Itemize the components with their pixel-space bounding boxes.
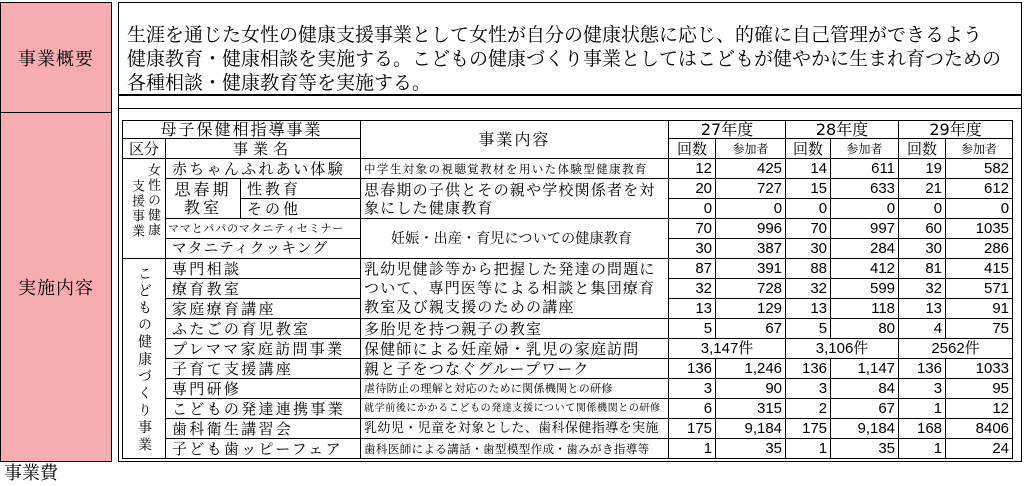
participants-28: 284 bbox=[831, 239, 899, 259]
participants-28: 80 bbox=[831, 319, 899, 339]
count-29: 13 bbox=[899, 299, 946, 319]
program-name: 療育教室 bbox=[166, 279, 361, 299]
count-27: 0 bbox=[669, 199, 716, 219]
program-content: 妊娠・出産・育児についての健康教育 bbox=[361, 219, 669, 259]
participants-28: 412 bbox=[831, 259, 899, 279]
category-womens-health bbox=[123, 159, 166, 259]
table-header-row bbox=[123, 121, 1013, 139]
divider bbox=[119, 96, 1021, 109]
program-group-name-line: 教室 bbox=[183, 197, 222, 217]
program-group-name-line: 思春期 bbox=[174, 179, 232, 199]
program-name: 性教育 bbox=[241, 179, 361, 199]
count-28: 13 bbox=[786, 299, 831, 319]
budget-label-partial: 事業費 bbox=[4, 463, 58, 484]
participants-29: 612 bbox=[946, 179, 1013, 199]
count-27: 13 bbox=[669, 299, 716, 319]
participants-header: 参加者 bbox=[946, 139, 1013, 159]
table-row bbox=[123, 179, 1013, 199]
count-28: 5 bbox=[786, 319, 831, 339]
count-28: 3 bbox=[786, 379, 831, 399]
participants-27: 728 bbox=[716, 279, 786, 299]
participants-28: 611 bbox=[831, 159, 899, 179]
count-27: 6 bbox=[669, 399, 716, 419]
program-name: ママとパパのマタニティセミナー bbox=[166, 219, 361, 239]
count-29: 0 bbox=[899, 199, 946, 219]
program-content bbox=[361, 179, 669, 219]
program-content-line: ついて、専門医等による相談と集団療育 bbox=[364, 279, 656, 297]
count-28: 15 bbox=[786, 179, 831, 199]
program-content: 乳幼児・児童を対象とした、歯科保健指導を実施 bbox=[361, 419, 669, 439]
category-label-line: 支援事業 bbox=[129, 179, 144, 239]
participants-header: 参加者 bbox=[831, 139, 899, 159]
overview-text bbox=[119, 3, 1021, 96]
table-row bbox=[123, 359, 1013, 379]
count-27: 87 bbox=[669, 259, 716, 279]
participants-29: 0 bbox=[946, 199, 1013, 219]
participants-29: 24 bbox=[946, 439, 1013, 459]
participants-29: 571 bbox=[946, 279, 1013, 299]
year-header-29: 29年度 bbox=[899, 121, 1013, 139]
category-header: 区分 bbox=[123, 139, 166, 159]
name-header: 事業名 bbox=[166, 139, 361, 159]
participants-27: 35 bbox=[716, 439, 786, 459]
count-28: 136 bbox=[786, 359, 831, 379]
participants-29: 91 bbox=[946, 299, 1013, 319]
count-28: 175 bbox=[786, 419, 831, 439]
count-28: 32 bbox=[786, 279, 831, 299]
participants-28: 35 bbox=[831, 439, 899, 459]
program-content bbox=[361, 259, 669, 319]
participants-27: 425 bbox=[716, 159, 786, 179]
participants-28: 1,147 bbox=[831, 359, 899, 379]
count-27: 12 bbox=[669, 159, 716, 179]
program-name: 歯科衛生講習会 bbox=[166, 419, 361, 439]
count-27: 1 bbox=[669, 439, 716, 459]
count-29: 1 bbox=[899, 439, 946, 459]
participants-28: 118 bbox=[831, 299, 899, 319]
program-name: こどもの発達連携事業 bbox=[166, 399, 361, 419]
participants-29: 75 bbox=[946, 319, 1013, 339]
total-29: 2562件 bbox=[899, 339, 1013, 359]
overview-line: 生涯を通じた女性の健康支援事業として女性が自分の健康状態に応じ、的確に自己管理ができるよう bbox=[127, 24, 983, 46]
participants-28: 67 bbox=[831, 399, 899, 419]
participants-29: 1035 bbox=[946, 219, 1013, 239]
section-label-column bbox=[0, 2, 112, 462]
count-27: 3 bbox=[669, 379, 716, 399]
participants-27: 387 bbox=[716, 239, 786, 259]
program-name: プレママ家庭訪問事業 bbox=[166, 339, 361, 359]
count-29: 21 bbox=[899, 179, 946, 199]
program-content: 歯科医師による講話・歯型模型作成・歯みがき指導等 bbox=[361, 439, 669, 459]
program-content-line: 乳幼児健診等から把握した発達の問題に bbox=[364, 260, 656, 278]
year-header-28: 28年度 bbox=[786, 121, 899, 139]
program-content: 親と子をつなぐグループワーク bbox=[361, 359, 669, 379]
count-27: 32 bbox=[669, 279, 716, 299]
participants-29: 95 bbox=[946, 379, 1013, 399]
program-content-line: 象にした健康教育 bbox=[364, 198, 494, 217]
table-row bbox=[123, 439, 1013, 459]
count-27: 175 bbox=[669, 419, 716, 439]
count-29: 1 bbox=[899, 399, 946, 419]
program-group-name bbox=[166, 179, 241, 219]
count-29: 3 bbox=[899, 379, 946, 399]
content-panel bbox=[118, 2, 1022, 462]
participants-header: 参加者 bbox=[716, 139, 786, 159]
participants-28: 0 bbox=[831, 199, 899, 219]
count-29: 30 bbox=[899, 239, 946, 259]
program-name: 専門相談 bbox=[166, 259, 361, 279]
participants-28: 633 bbox=[831, 179, 899, 199]
count-27: 70 bbox=[669, 219, 716, 239]
count-29: 19 bbox=[899, 159, 946, 179]
implementation-label: 実施内容 bbox=[18, 278, 94, 299]
count-27: 20 bbox=[669, 179, 716, 199]
table-row bbox=[123, 219, 1013, 239]
participants-27: 67 bbox=[716, 319, 786, 339]
program-name: ふたごの育児教室 bbox=[166, 319, 361, 339]
count-29: 81 bbox=[899, 259, 946, 279]
participants-27: 90 bbox=[716, 379, 786, 399]
participants-29: 415 bbox=[946, 259, 1013, 279]
table-row bbox=[123, 159, 1013, 179]
overview-line: 健康教育・健康相談を実施する。こどもの健康づくり事業としてはこどもが健やかに生まれ育つための bbox=[127, 48, 1002, 70]
program-name: 子ども歯ッピーフェア bbox=[166, 439, 361, 459]
program-content-line: 教室及び親支援のための講座 bbox=[364, 298, 575, 316]
participants-27: 9,184 bbox=[716, 419, 786, 439]
participants-27: 0 bbox=[716, 199, 786, 219]
participants-28: 599 bbox=[831, 279, 899, 299]
count-29: 32 bbox=[899, 279, 946, 299]
count-27: 136 bbox=[669, 359, 716, 379]
count-header: 回数 bbox=[669, 139, 716, 159]
program-content: 就学前後にかかるこどもの発達支援について関係機関との研修 bbox=[361, 399, 669, 419]
participants-29: 8406 bbox=[946, 419, 1013, 439]
overview-line: 各種相談・健康教育等を実施する。 bbox=[127, 72, 432, 94]
count-27: 30 bbox=[669, 239, 716, 259]
participants-27: 1,246 bbox=[716, 359, 786, 379]
count-28: 2 bbox=[786, 399, 831, 419]
participants-28: 84 bbox=[831, 379, 899, 399]
participants-27: 996 bbox=[716, 219, 786, 239]
category-label: こどもの健康づくり事業 bbox=[136, 266, 152, 455]
program-name: その他 bbox=[241, 199, 361, 219]
year-header-27: 27年度 bbox=[669, 121, 786, 139]
program-name: 家庭療育講座 bbox=[166, 299, 361, 319]
count-28: 30 bbox=[786, 239, 831, 259]
count-header: 回数 bbox=[786, 139, 831, 159]
participants-29: 12 bbox=[946, 399, 1013, 419]
count-29: 4 bbox=[899, 319, 946, 339]
participants-27: 129 bbox=[716, 299, 786, 319]
program-content-line: 思春期の子供とその親や学校関係者を対 bbox=[364, 180, 656, 199]
count-29: 60 bbox=[899, 219, 946, 239]
count-28: 70 bbox=[786, 219, 831, 239]
total-27: 3,147件 bbox=[669, 339, 786, 359]
table-row bbox=[123, 379, 1013, 399]
table-row bbox=[123, 419, 1013, 439]
participants-29: 1033 bbox=[946, 359, 1013, 379]
participants-27: 391 bbox=[716, 259, 786, 279]
program-content: 多胎児を持つ親子の教室 bbox=[361, 319, 669, 339]
program-content: 中学生対象の視聴覚教材を用いた体験型健康教育 bbox=[361, 159, 669, 179]
count-27: 5 bbox=[669, 319, 716, 339]
count-header: 回数 bbox=[899, 139, 946, 159]
count-28: 0 bbox=[786, 199, 831, 219]
program-table bbox=[122, 120, 1013, 459]
count-28: 88 bbox=[786, 259, 831, 279]
program-content: 虐待防止の理解と対応のために関係機関との研修 bbox=[361, 379, 669, 399]
program-name: 赤ちゃんふれあい体験 bbox=[166, 159, 361, 179]
count-29: 136 bbox=[899, 359, 946, 379]
participants-27: 727 bbox=[716, 179, 786, 199]
total-28: 3,106件 bbox=[786, 339, 899, 359]
program-group-header: 母子保健相指導事業 bbox=[123, 121, 361, 139]
table-row bbox=[123, 259, 1013, 279]
program-name: マタニティクッキング bbox=[166, 239, 361, 259]
participants-28: 9,184 bbox=[831, 419, 899, 439]
participants-29: 286 bbox=[946, 239, 1013, 259]
overview-label: 事業概要 bbox=[1, 3, 111, 113]
participants-27: 315 bbox=[716, 399, 786, 419]
category-child-health bbox=[123, 259, 166, 459]
count-28: 14 bbox=[786, 159, 831, 179]
category-label-line: 女性の健康 bbox=[145, 163, 160, 238]
count-29: 168 bbox=[899, 419, 946, 439]
program-name: 専門研修 bbox=[166, 379, 361, 399]
table-row bbox=[123, 399, 1013, 419]
program-name: 子育て支援講座 bbox=[166, 359, 361, 379]
table-row bbox=[123, 339, 1013, 359]
content-header: 事業内容 bbox=[361, 121, 669, 159]
participants-29: 582 bbox=[946, 159, 1013, 179]
count-28: 1 bbox=[786, 439, 831, 459]
program-content: 保健師による妊産婦・乳児の家庭訪問 bbox=[361, 339, 669, 359]
table-row bbox=[123, 319, 1013, 339]
participants-28: 997 bbox=[831, 219, 899, 239]
